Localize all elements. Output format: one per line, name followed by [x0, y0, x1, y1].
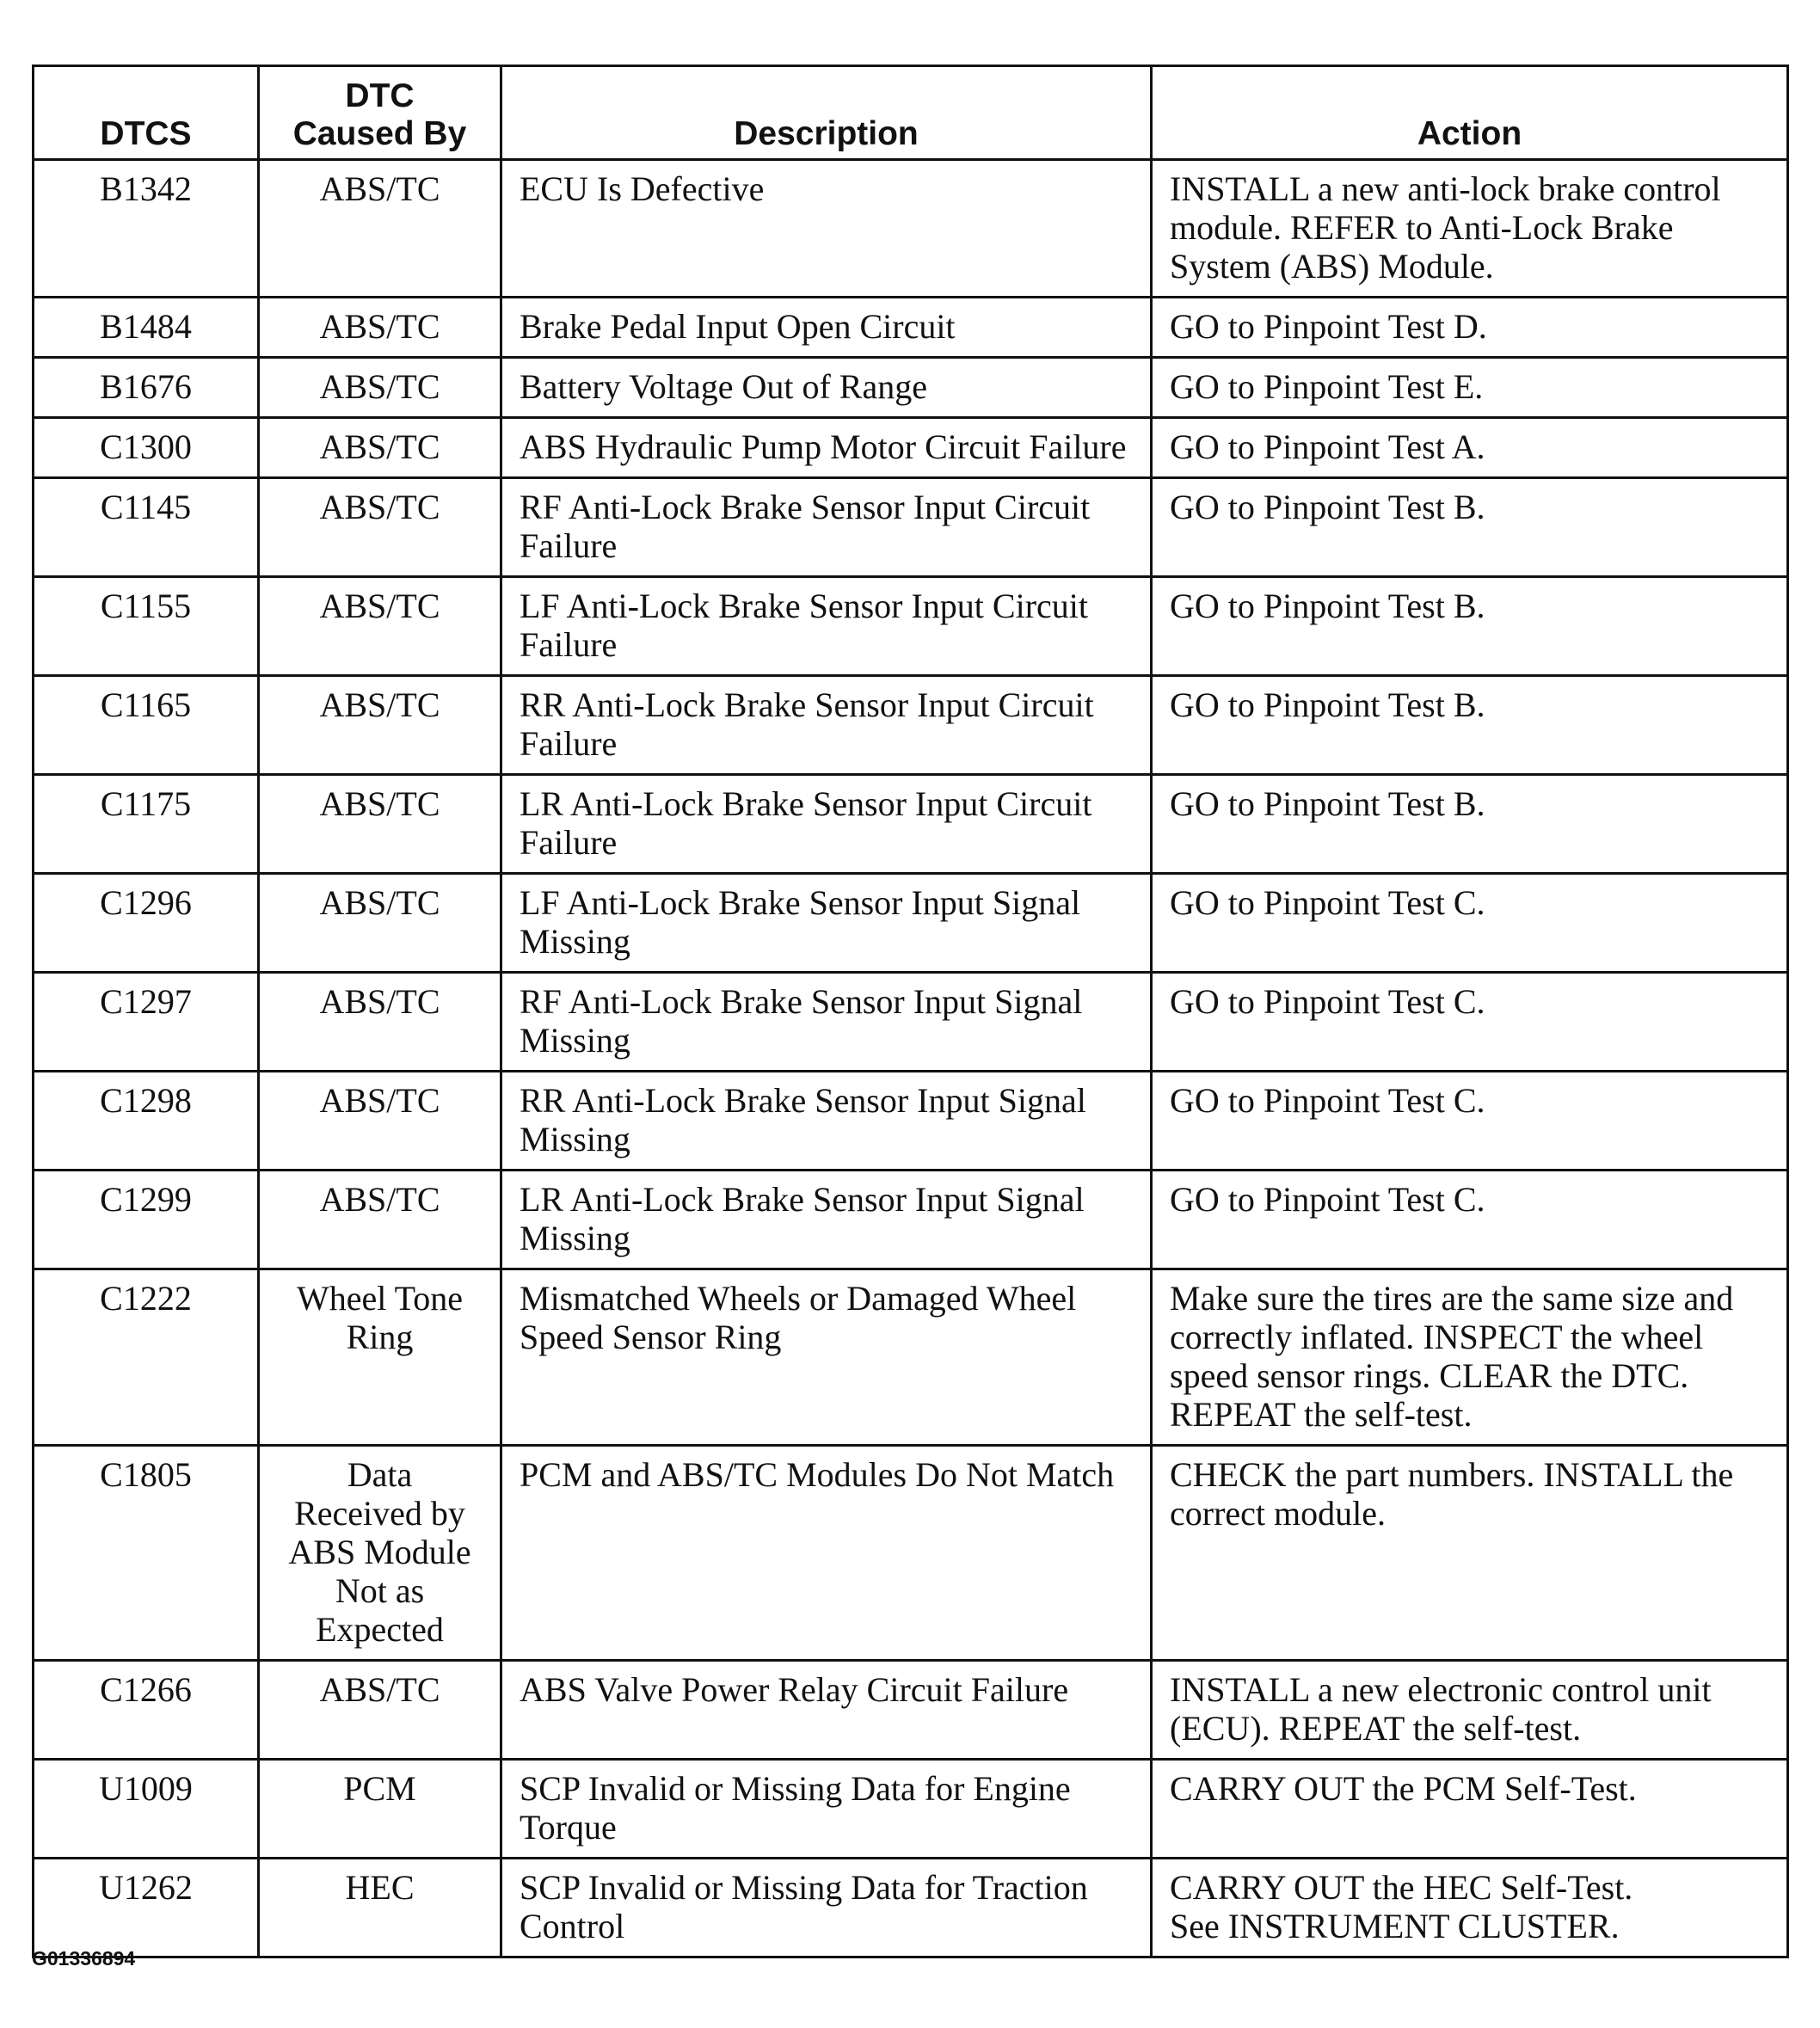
- dtc-code-cell: [34, 358, 259, 418]
- caused-by-cell: [259, 874, 501, 973]
- dtc-code-cell: [34, 577, 259, 676]
- description-cell: [501, 577, 1152, 676]
- dtc-code-cell: [34, 418, 259, 478]
- action-cell: [1152, 1171, 1788, 1269]
- action-cell: [1152, 478, 1788, 577]
- description-cell: [501, 874, 1152, 973]
- caused-by-cell: [259, 298, 501, 358]
- description-cell: [501, 676, 1152, 775]
- caused-by-cell: [259, 775, 501, 874]
- description-text: LR Anti-Lock Brake Sensor Input Signal Missing: [520, 1180, 1085, 1257]
- dtc-document: [32, 65, 1786, 1958]
- description-text: RR Anti-Lock Brake Sensor Input Circuit Failure: [520, 685, 1094, 763]
- description-cell: [501, 1269, 1152, 1446]
- description-text: RF Anti-Lock Brake Sensor Input Circuit Failure: [520, 488, 1091, 565]
- dtc-code: B1676: [100, 367, 192, 406]
- description-text: RR Anti-Lock Brake Sensor Input Signal Missing: [520, 1081, 1086, 1158]
- caused-by-text: ABS/TC: [319, 982, 440, 1021]
- description-text: RF Anti-Lock Brake Sensor Input Signal Missing: [520, 982, 1083, 1060]
- action-text: INSTALL a new electronic control unit (ECU). REPEAT the self-test.: [1170, 1670, 1712, 1748]
- table-row: [34, 478, 1788, 577]
- caused-by-text: ABS/TC: [319, 685, 440, 724]
- description-text: LF Anti-Lock Brake Sensor Input Signal Missing: [520, 883, 1081, 961]
- dtc-code: C1298: [100, 1081, 192, 1120]
- dtc-code: B1484: [100, 307, 192, 346]
- table-header-row: [34, 66, 1788, 160]
- action-cell: [1152, 775, 1788, 874]
- description-text: SCP Invalid or Missing Data for Traction Control: [520, 1868, 1088, 1945]
- caused-by-text: ABS/TC: [319, 427, 440, 466]
- dtc-code-cell: [34, 775, 259, 874]
- action-cell: [1152, 1072, 1788, 1171]
- caused-by-text: ABS/TC: [319, 1081, 440, 1120]
- action-text: GO to Pinpoint Test C.: [1170, 1180, 1485, 1219]
- caused-by-text: ABS/TC: [319, 307, 440, 346]
- action-text: INSTALL a new anti-lock brake control module. REFER to Anti-Lock Brake System (ABS) Module.: [1170, 169, 1721, 286]
- caused-by-text: Data Received by ABS Module Not as Expected: [288, 1455, 471, 1649]
- description-cell: [501, 1072, 1152, 1171]
- description-cell: [501, 1859, 1152, 1957]
- action-text: GO to Pinpoint Test B.: [1170, 685, 1485, 724]
- dtc-code-cell: [34, 1661, 259, 1760]
- action-cell: [1152, 676, 1788, 775]
- action-cell: [1152, 298, 1788, 358]
- caused-by-cell: [259, 973, 501, 1072]
- table-row: [34, 577, 1788, 676]
- header-action: Action: [1152, 66, 1788, 160]
- caused-by-cell: [259, 358, 501, 418]
- dtc-code: C1175: [100, 784, 192, 823]
- action-text: GO to Pinpoint Test E.: [1170, 367, 1484, 406]
- action-cell: [1152, 1661, 1788, 1760]
- action-cell: [1152, 1760, 1788, 1859]
- action-cell: [1152, 1269, 1788, 1446]
- dtc-code: C1165: [100, 685, 192, 724]
- action-cell: [1152, 577, 1788, 676]
- table-row: [34, 1269, 1788, 1446]
- action-cell: [1152, 973, 1788, 1072]
- dtc-code-cell: [34, 160, 259, 298]
- caused-by-cell: [259, 1072, 501, 1171]
- description-cell: [501, 1446, 1152, 1661]
- description-text: SCP Invalid or Missing Data for Engine Torque: [520, 1769, 1071, 1847]
- caused-by-cell: [259, 478, 501, 577]
- dtc-code: C1296: [100, 883, 192, 922]
- caused-by-cell: [259, 160, 501, 298]
- table-row: [34, 973, 1788, 1072]
- action-text: CARRY OUT the HEC Self-Test. See INSTRUMENT CLUSTER.: [1170, 1868, 1633, 1945]
- dtc-code-cell: [34, 298, 259, 358]
- action-text: GO to Pinpoint Test B.: [1170, 587, 1485, 625]
- table-row: [34, 160, 1788, 298]
- caused-by-text: ABS/TC: [319, 784, 440, 823]
- action-text: GO to Pinpoint Test C.: [1170, 883, 1485, 922]
- table-row: [34, 1661, 1788, 1760]
- table-body: [34, 160, 1788, 1957]
- caused-by-text: ABS/TC: [319, 587, 440, 625]
- table-row: [34, 1859, 1788, 1957]
- caused-by-text: HEC: [345, 1868, 415, 1907]
- table-row: [34, 1171, 1788, 1269]
- caused-by-cell: [259, 1859, 501, 1957]
- description-cell: [501, 1760, 1152, 1859]
- caused-by-text: ABS/TC: [319, 367, 440, 406]
- header-dtcs: DTCS: [34, 66, 259, 160]
- action-cell: [1152, 358, 1788, 418]
- action-text: GO to Pinpoint Test C.: [1170, 1081, 1485, 1120]
- caused-by-cell: [259, 1446, 501, 1661]
- description-cell: [501, 775, 1152, 874]
- table-row: [34, 298, 1788, 358]
- action-text: GO to Pinpoint Test B.: [1170, 488, 1485, 526]
- dtc-code-cell: [34, 874, 259, 973]
- table-row: [34, 1446, 1788, 1661]
- description-text: Battery Voltage Out of Range: [520, 367, 927, 406]
- caused-by-text: ABS/TC: [319, 883, 440, 922]
- dtc-code-cell: [34, 1171, 259, 1269]
- description-text: ABS Hydraulic Pump Motor Circuit Failure: [520, 427, 1127, 466]
- dtc-code-cell: [34, 1760, 259, 1859]
- description-text: LR Anti-Lock Brake Sensor Input Circuit Failure: [520, 784, 1092, 862]
- dtc-code: C1266: [100, 1670, 192, 1709]
- caused-by-cell: [259, 1661, 501, 1760]
- header-caused-by: DTC Caused By: [259, 66, 501, 160]
- dtc-code: B1342: [100, 169, 192, 208]
- action-text: GO to Pinpoint Test B.: [1170, 784, 1485, 823]
- dtc-code-cell: [34, 1859, 259, 1957]
- caused-by-text: ABS/TC: [319, 488, 440, 526]
- dtc-code-cell: [34, 1269, 259, 1446]
- dtc-code: C1300: [100, 427, 192, 466]
- action-cell: [1152, 1446, 1788, 1661]
- caused-by-text: Wheel Tone Ring: [296, 1279, 464, 1356]
- caused-by-cell: [259, 1760, 501, 1859]
- description-text: ABS Valve Power Relay Circuit Failure: [520, 1670, 1069, 1709]
- dtc-code: C1155: [100, 587, 192, 625]
- description-cell: [501, 298, 1152, 358]
- caused-by-cell: [259, 676, 501, 775]
- dtc-table: [32, 65, 1789, 1958]
- description-text: Mismatched Wheels or Damaged Wheel Speed Sensor Ring: [520, 1279, 1077, 1356]
- description-cell: [501, 478, 1152, 577]
- dtc-code-cell: [34, 478, 259, 577]
- description-cell: [501, 1171, 1152, 1269]
- dtc-code-cell: [34, 1446, 259, 1661]
- caused-by-cell: [259, 418, 501, 478]
- table-row: [34, 874, 1788, 973]
- action-text: GO to Pinpoint Test D.: [1170, 307, 1487, 346]
- dtc-code: C1299: [100, 1180, 192, 1219]
- header-description: Description: [501, 66, 1152, 160]
- caused-by-text: PCM: [343, 1769, 416, 1808]
- action-text: GO to Pinpoint Test C.: [1170, 982, 1485, 1021]
- description-cell: [501, 160, 1152, 298]
- table-row: [34, 358, 1788, 418]
- table-row: [34, 1072, 1788, 1171]
- caused-by-cell: [259, 577, 501, 676]
- dtc-code-cell: [34, 973, 259, 1072]
- description-text: LF Anti-Lock Brake Sensor Input Circuit Failure: [520, 587, 1089, 664]
- description-text: Brake Pedal Input Open Circuit: [520, 307, 956, 346]
- dtc-code-cell: [34, 1072, 259, 1171]
- description-cell: [501, 973, 1152, 1072]
- caused-by-text: ABS/TC: [319, 1670, 440, 1709]
- description-cell: [501, 418, 1152, 478]
- dtc-code: U1009: [99, 1769, 193, 1808]
- dtc-code: C1297: [100, 982, 192, 1021]
- table-row: [34, 418, 1788, 478]
- table-row: [34, 775, 1788, 874]
- action-cell: [1152, 418, 1788, 478]
- action-text: CARRY OUT the PCM Self-Test.: [1170, 1769, 1637, 1808]
- action-text: Make sure the tires are the same size and correctly inflated. INSPECT the wheel speed sensor rings. CLEAR the DTC. REPEAT the self-test.: [1170, 1279, 1734, 1434]
- table-row: [34, 1760, 1788, 1859]
- caused-by-text: ABS/TC: [319, 169, 440, 208]
- caused-by-cell: [259, 1171, 501, 1269]
- description-cell: [501, 1661, 1152, 1760]
- dtc-code: U1262: [99, 1868, 193, 1907]
- action-text: CHECK the part numbers. INSTALL the correct module.: [1170, 1455, 1734, 1533]
- description-text: ECU Is Defective: [520, 169, 765, 208]
- dtc-code: C1222: [100, 1279, 192, 1318]
- caused-by-text: ABS/TC: [319, 1180, 440, 1219]
- dtc-code: C1145: [100, 488, 192, 526]
- action-text: GO to Pinpoint Test A.: [1170, 427, 1485, 466]
- dtc-code-cell: [34, 676, 259, 775]
- description-text: PCM and ABS/TC Modules Do Not Match: [520, 1455, 1115, 1494]
- action-cell: [1152, 874, 1788, 973]
- action-cell: [1152, 1859, 1788, 1957]
- table-row: [34, 676, 1788, 775]
- action-cell: [1152, 160, 1788, 298]
- description-cell: [501, 358, 1152, 418]
- caused-by-cell: [259, 1269, 501, 1446]
- figure-id: G01336894: [32, 1947, 136, 1970]
- dtc-code: C1805: [100, 1455, 192, 1494]
